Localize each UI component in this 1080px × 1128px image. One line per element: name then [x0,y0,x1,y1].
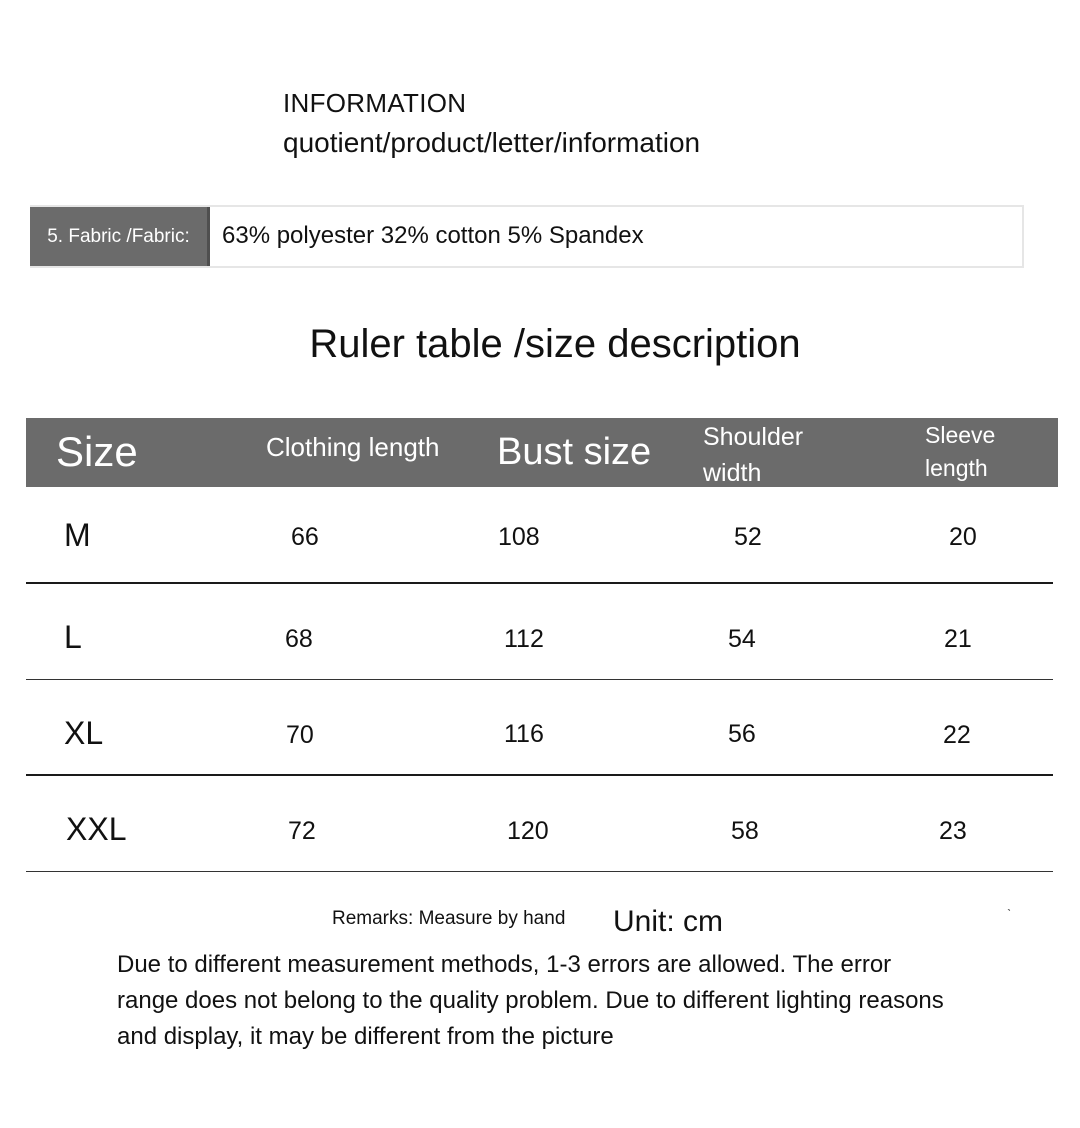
row-l-bust-size: 112 [504,625,544,653]
row-divider [26,871,1053,872]
info-title: INFORMATION [283,88,467,118]
row-xl-clothing-length: 70 [286,721,314,749]
row-m-sleeve-length: 20 [949,523,977,551]
row-xl-sleeve-length: 22 [943,721,971,749]
row-m-clothing-length: 66 [291,523,319,551]
stray-mark: ˎ [1007,895,1012,911]
header-shoulder-width: Shoulder width [703,423,804,487]
row-divider [26,774,1053,776]
row-m-bust-size: 108 [498,523,540,551]
row-xl-size: XL [64,715,104,751]
row-xxl-size: XXL [66,811,127,847]
info-subtitle: quotient/product/letter/information [283,127,701,158]
measurement-note: Due to different measurement methods, 1-3 errors are allowed. The error range does not belong to the quality problem. Due to different lighting reasons and display, it may be different from the picture [117,951,944,1050]
row-l-sleeve-length: 21 [944,625,972,653]
unit-text: Unit: cm [613,905,724,938]
row-xxl-sleeve-length: 23 [939,817,967,845]
fabric-value: 63% polyester 32% cotton 5% Spandex [222,222,644,249]
row-xxl-clothing-length: 72 [288,817,316,845]
row-divider [26,582,1053,584]
row-m-size: M [64,517,91,553]
header-clothing-length: Clothing length [266,432,440,462]
row-l-clothing-length: 68 [285,625,313,653]
ruler-title: Ruler table /size description [309,322,801,366]
row-divider [26,679,1053,680]
row-xxl-bust-size: 120 [507,817,549,845]
row-l-size: L [64,619,82,655]
remarks-text: Remarks: Measure by hand [332,908,566,929]
header-sleeve-length: Sleeve length [925,422,996,481]
fabric-label: 5. Fabric /Fabric: [30,207,210,266]
row-m-shoulder-width: 52 [734,523,762,551]
header-bust-size: Bust size [497,431,652,473]
row-xl-shoulder-width: 56 [728,720,756,748]
row-xl-bust-size: 116 [504,720,544,748]
row-l-shoulder-width: 54 [728,625,756,653]
header-size: Size [56,428,138,475]
row-xxl-shoulder-width: 58 [731,817,759,845]
